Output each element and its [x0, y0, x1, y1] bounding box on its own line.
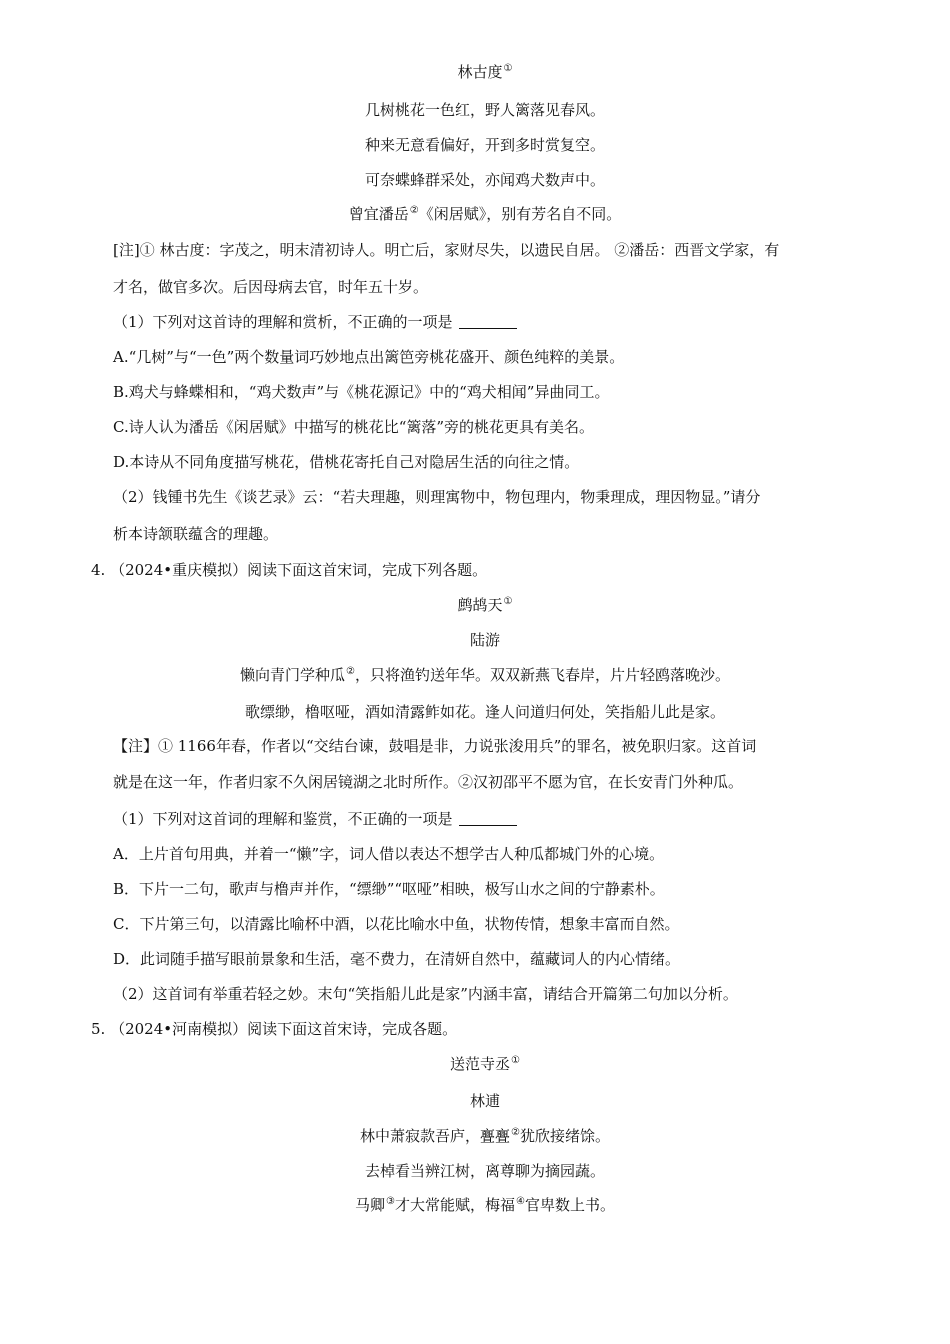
option-a: A.“几树”与“一色”两个数量词巧妙地点出篱笆旁桃花盛开、颜色纯粹的美景。: [113, 348, 625, 366]
question-number: 4.: [91, 561, 106, 579]
ci-title: 鹧鸪天①: [457, 596, 513, 614]
option-b: B.鸡犬与蜂蝶相和，“鸡犬数声”与《桃花源记》中的“鸡犬相闻”异曲同工。: [113, 383, 610, 401]
question-4-header: 4. （2024•重庆模拟）阅读下面这首宋词，完成下列各题。: [91, 561, 488, 579]
ci-author: 陆游: [469, 631, 500, 649]
poem-author: [0, 62, 950, 82]
poem-author-name: 林古度: [457, 63, 503, 81]
footnote-marker: ②: [511, 1127, 520, 1138]
annotation-line: 就是在这一年，作者归家不久闲居镜湖之北时所作。②汉初邵平不愿为官，在长安青门外种瓜。: [113, 773, 744, 791]
answer-blank[interactable]: [459, 314, 517, 329]
sub-question-2: （2）钱锺书先生《谈艺录》云：“若夫理趣，则理寓物中，物包理内，物秉理成，理因物显。”请分: [113, 488, 761, 506]
poem-title: 送范寺丞①: [450, 1055, 520, 1073]
option-c: C.诗人认为潘岳《闲居赋》中描写的桃花比“篱落”旁的桃花更具有美名。: [113, 418, 595, 436]
poem-line: 林中萧寂款吾庐，亹亹②犹欣接绪馀。: [360, 1127, 610, 1145]
annotation-line: 【注】① 1166年春，作者以“交结台谏，鼓唱是非，力说张浚用兵”的罪名，被免职归家。这首词: [113, 737, 757, 755]
poem-line: 马卿③才大常能赋，梅福④官卑数上书。: [355, 1196, 615, 1214]
annotation-line: [注]① 林古度：字茂之，明末清初诗人。明亡后，家财尽失，以遗民自居。 ②潘岳：西晋文学家，有: [113, 241, 780, 259]
sub-question-1: （1）下列对这首词的理解和鉴赏，不正确的一项是: [113, 809, 517, 829]
footnote-marker: ①: [511, 1055, 520, 1066]
poem-line: 去棹看当辨江树，离尊聊为摘园蔬。: [364, 1162, 605, 1180]
option-a: A．上片首句用典，并着一“懒”字，词人借以表达不想学古人种瓜都城门外的心境。: [113, 845, 665, 863]
poem-line: 几树桃花一色红，野人篱落见春风。: [364, 101, 605, 119]
sub-question-2-cont: 析本诗颔联蕴含的理趣。: [113, 525, 279, 543]
footnote-marker: ④: [516, 1196, 525, 1207]
footnote-marker: ②: [346, 666, 355, 677]
option-d: D．此词随手描写眼前景象和生活，毫不费力，在清妍自然中，蕴藏词人的内心情绪。: [113, 950, 681, 968]
option-d: D.本诗从不同角度描写桃花，借桃花寄托自己对隐居生活的向往之情。: [113, 453, 580, 471]
footnote-marker: ①: [503, 596, 513, 607]
ci-line: 懒向青门学种瓜②，只将渔钓送年华。双双新燕飞春岸，片片轻鸥落晚沙。: [240, 666, 730, 684]
footnote-marker: ②: [409, 205, 419, 216]
option-b: B．下片一二句，歌声与橹声并作，“缥缈”“呕哑”相映，极写山水之间的宁静素朴。: [113, 880, 665, 898]
poem-line: 可奈蝶蜂群采处，亦闻鸡犬数声中。: [364, 171, 605, 189]
poem-line: 曾宜潘岳②《闲居赋》，别有芳名自不同。: [348, 205, 622, 223]
annotation-line: 才名，做官多次。后因母病去官，时年五十岁。: [113, 278, 429, 296]
answer-blank[interactable]: [459, 811, 517, 826]
poem-author: 林逋: [469, 1092, 500, 1110]
option-c: C．下片第三句，以清露比喻杯中酒，以花比喻水中鱼，状物传情，想象丰富而自然。: [113, 915, 680, 933]
question-number: 5.: [91, 1020, 106, 1038]
sub-question-1: （1）下列对这首诗的理解和赏析，不正确的一项是: [113, 312, 517, 332]
footnote-marker: ①: [503, 63, 513, 74]
question-5-header: 5. （2024•河南模拟）阅读下面这首宋诗，完成各题。: [91, 1020, 458, 1038]
footnote-marker: ③: [386, 1196, 395, 1207]
poem-line: 种来无意看偏好，开到多时赏复空。: [364, 136, 605, 154]
ci-line: 歌缥缈，橹呕哑，酒如清露鲊如花。逢人问道归何处，笑指船儿此是家。: [244, 703, 725, 721]
sub-question-2: （2）这首词有举重若轻之妙。末句“笑指船儿此是家”内涵丰富，请结合开篇第二句加以分析。: [113, 985, 738, 1003]
